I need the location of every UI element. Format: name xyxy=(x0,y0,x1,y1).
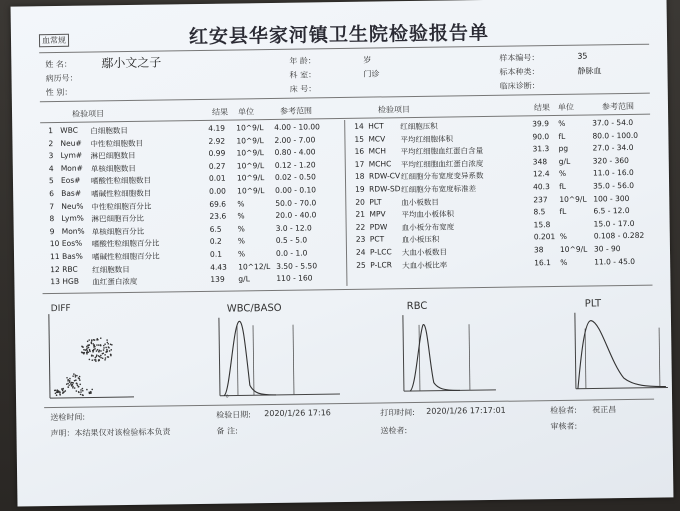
result-unit: % xyxy=(237,211,245,221)
scatter-dot xyxy=(96,350,98,352)
result-unit: fL xyxy=(559,207,567,217)
left-header-range: 参考范围 xyxy=(279,106,313,116)
result-range: 0.80 - 4.00 xyxy=(274,147,316,158)
result-result: 0.27 xyxy=(208,161,226,171)
scatter-dot xyxy=(97,349,99,351)
result-code: HCT xyxy=(368,121,384,131)
result-name: 中性粒细胞数目 xyxy=(90,138,144,149)
result-result: 0.201 xyxy=(533,232,556,242)
result-result: 4.19 xyxy=(208,123,226,133)
right-header-unit: 单位 xyxy=(557,102,575,112)
result-result: 31.3 xyxy=(532,144,550,154)
result-unit: % xyxy=(237,224,245,234)
scatter-dot xyxy=(86,346,88,348)
result-unit: % xyxy=(558,169,567,179)
scatter-dot xyxy=(80,389,82,391)
wbc-chart-label: WBC/BASO xyxy=(226,302,282,315)
result-result: 90.0 xyxy=(532,131,550,141)
result-no: 5 xyxy=(48,176,54,186)
result-result: 8.5 xyxy=(533,207,546,217)
scatter-dot xyxy=(79,379,81,381)
result-result: 69.6 xyxy=(209,199,227,209)
scatter-dot xyxy=(91,389,93,391)
result-result: 0.2 xyxy=(209,237,222,247)
result-name: 单核细胞百分比 xyxy=(91,226,145,237)
result-code: MPV xyxy=(369,209,386,219)
result-name: 白细胞数目 xyxy=(90,125,128,136)
result-unit: fL xyxy=(559,181,566,191)
right-header-item: 检验项目 xyxy=(377,105,411,115)
result-no: 20 xyxy=(355,197,365,207)
scatter-dot xyxy=(107,342,109,344)
result-name: 红细胞数目 xyxy=(92,264,130,275)
result-code: RBC xyxy=(62,264,78,274)
scatter-dot xyxy=(82,388,84,390)
test-date-label: 检验日期: xyxy=(216,410,252,420)
result-code: Mon% xyxy=(61,226,85,236)
result-result: 348 xyxy=(532,156,548,167)
result-result: 40.3 xyxy=(533,182,550,192)
result-range: 6.5 - 12.0 xyxy=(593,206,630,216)
result-range: 50.0 - 70.0 xyxy=(275,197,317,208)
result-range: 35.0 - 56.0 xyxy=(593,180,635,191)
result-no: 14 xyxy=(354,121,364,131)
report-type-badge: 血常规 xyxy=(39,34,69,47)
print-time-label: 打印时间: xyxy=(380,407,416,418)
result-unit: 10^9/L xyxy=(559,244,588,254)
result-no: 19 xyxy=(355,184,365,194)
result-range: 3.50 - 5.50 xyxy=(276,260,318,271)
scatter-dot xyxy=(79,383,81,385)
result-code: RDW-CV xyxy=(368,171,401,182)
result-unit: % xyxy=(558,118,566,128)
right-header-range: 参考范围 xyxy=(601,101,635,112)
result-range: 30 - 90 xyxy=(593,244,621,254)
result-no: 21 xyxy=(355,209,366,219)
dept-value: 门诊 xyxy=(363,69,380,79)
scatter-dot xyxy=(72,375,74,377)
result-no: 3 xyxy=(48,151,54,161)
result-unit: 10^9/L xyxy=(236,148,264,158)
sample-no-label: 样本编号： xyxy=(499,53,540,63)
result-name: 红细胞分布宽度标准差 xyxy=(401,184,477,195)
result-range: 0.0 - 1.0 xyxy=(275,248,308,258)
result-unit: % xyxy=(559,232,568,242)
scatter-dot xyxy=(86,389,88,391)
result-code: Eos# xyxy=(60,176,81,186)
result-no: 18 xyxy=(354,172,365,182)
result-name: 大血小板比率 xyxy=(402,260,448,270)
result-range: 320 - 360 xyxy=(592,155,629,166)
result-no: 16 xyxy=(354,146,365,157)
lab-report-paper xyxy=(11,0,674,507)
result-code: PLT xyxy=(369,197,382,207)
result-code: RDW-SD xyxy=(369,184,401,194)
result-no: 4 xyxy=(48,163,54,173)
result-code: Bas% xyxy=(61,251,83,261)
result-no: 13 xyxy=(50,277,60,287)
diagnosis-label: 临床诊断： xyxy=(499,81,540,91)
result-unit: 10^9/L xyxy=(236,123,264,133)
tester-label: 检验者: xyxy=(550,405,577,416)
scatter-dot xyxy=(110,349,112,351)
scatter-dot xyxy=(80,394,82,396)
result-unit: fL xyxy=(558,131,566,141)
scatter-dot xyxy=(56,394,58,396)
result-unit: % xyxy=(560,257,568,267)
result-result: 237 xyxy=(533,194,548,204)
scatter-dot xyxy=(87,341,89,343)
result-range: 0.00 - 0.10 xyxy=(275,185,317,195)
svg-text:0: 0 xyxy=(225,393,229,399)
age-label: 年 龄： xyxy=(289,56,316,66)
result-no: 9 xyxy=(49,226,55,236)
result-result: 38 xyxy=(533,245,544,255)
result-range: 80.0 - 100.0 xyxy=(592,130,639,141)
result-range: 37.0 - 54.0 xyxy=(592,117,634,128)
result-no: 22 xyxy=(355,222,366,232)
result-name: 嗜酸性粒细胞百分比 xyxy=(91,238,160,249)
tester-name: 祝正昌 xyxy=(592,405,617,415)
plt-chart-label: PLT xyxy=(584,298,602,310)
result-result: 39.9 xyxy=(532,119,549,129)
result-no: 6 xyxy=(49,189,54,199)
result-name: 大血小板数目 xyxy=(401,247,448,258)
result-no: 17 xyxy=(354,159,365,169)
scatter-dot xyxy=(100,337,102,339)
result-result: 0.01 xyxy=(208,174,226,184)
result-unit: 10^12/L xyxy=(238,261,271,272)
left-header-unit: 单位 xyxy=(237,107,255,117)
scatter-dot xyxy=(66,383,68,385)
scatter-dot xyxy=(95,360,97,362)
result-name: 血小板分布宽度 xyxy=(401,222,455,232)
left-header-result: 结果 xyxy=(211,107,229,117)
result-range: 3.0 - 12.0 xyxy=(275,223,312,233)
result-unit: 10^9/L xyxy=(237,186,265,196)
result-result: 6.5 xyxy=(209,224,222,234)
result-range: 100 - 300 xyxy=(593,193,630,204)
scatter-dot xyxy=(91,359,93,361)
result-code: WBC xyxy=(60,125,79,135)
result-name: 平均红细胞体积 xyxy=(400,134,453,144)
plt-histogram xyxy=(571,309,672,394)
scatter-dot xyxy=(74,387,76,389)
scatter-dot xyxy=(75,374,77,376)
result-no: 23 xyxy=(355,235,366,245)
scatter-dot xyxy=(76,390,78,392)
result-name: 单核细胞数目 xyxy=(90,163,136,174)
result-range: 4.00 - 10.00 xyxy=(274,122,320,132)
result-unit: g/L xyxy=(238,274,250,284)
scatter-dot xyxy=(100,357,102,359)
result-name: 淋巴细胞百分比 xyxy=(91,213,145,224)
scatter-dot xyxy=(55,393,57,395)
result-range: 0.02 - 0.50 xyxy=(274,172,316,183)
sample-type: 静脉血 xyxy=(577,66,602,76)
result-result: 15.8 xyxy=(533,219,551,230)
scatter-dot xyxy=(109,350,111,352)
result-code: Bas# xyxy=(61,188,82,198)
scatter-dot xyxy=(92,343,94,345)
scatter-dot xyxy=(100,350,102,352)
result-unit: pg xyxy=(558,144,569,154)
result-code: PDW xyxy=(369,222,388,232)
result-code: Lym# xyxy=(60,150,83,161)
scatter-dot xyxy=(100,355,102,357)
result-name: 平均红细胞血红蛋白含量 xyxy=(400,146,484,157)
scatter-dot xyxy=(80,391,82,393)
result-range: 110 - 160 xyxy=(276,273,313,284)
result-name: 血小板压积 xyxy=(401,235,440,245)
rbc-histogram xyxy=(399,312,500,397)
scatter-dot xyxy=(103,347,105,349)
result-range: 2.00 - 7.00 xyxy=(274,134,316,145)
send-time-label: 送检时间: xyxy=(50,412,86,423)
result-no: 11 xyxy=(49,251,60,262)
result-unit: g/L xyxy=(558,156,571,166)
result-no: 12 xyxy=(50,264,60,274)
result-code: P-LCC xyxy=(369,247,392,257)
result-no: 1 xyxy=(48,126,54,136)
scatter-dot xyxy=(72,387,74,389)
sex-label: 性 别： xyxy=(45,87,73,98)
record-label: 病历号： xyxy=(45,73,78,84)
result-code: Mon# xyxy=(60,163,83,173)
result-code: MCHC xyxy=(368,159,392,169)
result-unit: % xyxy=(237,198,245,209)
disclaimer: 声明：本结果仅对该检验标本负责 xyxy=(50,427,171,439)
result-unit: 10^9/L xyxy=(236,160,265,171)
result-range: 20.0 - 40.0 xyxy=(275,210,317,221)
result-result: 0.99 xyxy=(208,148,226,159)
result-code: Neu% xyxy=(61,201,84,211)
scatter-dot xyxy=(83,349,85,351)
result-code: Eos% xyxy=(61,239,83,249)
result-result: 2.92 xyxy=(208,136,226,146)
result-no: 2 xyxy=(48,138,54,148)
result-result: 12.4 xyxy=(532,169,550,179)
result-range: 11.0 - 45.0 xyxy=(594,256,636,267)
reviewer-label: 审核者: xyxy=(550,421,578,432)
right-header-result: 结果 xyxy=(533,103,551,113)
scatter-dot xyxy=(106,339,108,341)
scatter-dot xyxy=(103,349,105,351)
result-no: 15 xyxy=(354,134,365,144)
rbc-chart-label: RBC xyxy=(406,300,428,313)
result-name: 红细胞分布宽度变异系数 xyxy=(400,171,484,182)
result-name: 嗜碱性粒细胞百分比 xyxy=(91,251,160,262)
result-no: 25 xyxy=(356,260,366,270)
scatter-dot xyxy=(89,359,91,361)
patient-name: 鄢小文之子 xyxy=(101,55,162,71)
result-code: Lym% xyxy=(61,213,84,224)
result-unit: 10^9/L xyxy=(236,135,264,146)
result-no: 24 xyxy=(355,247,366,257)
result-name: 平均血小板体积 xyxy=(401,209,455,220)
dept-label: 科 室： xyxy=(289,70,317,80)
sender-label: 送检者: xyxy=(380,426,408,436)
sample-type-label: 标本种类： xyxy=(499,67,540,77)
test-date: 2020/1/26 17:16 xyxy=(264,408,331,419)
result-range: 0.108 - 0.282 xyxy=(593,231,645,241)
scatter-dot xyxy=(105,357,107,359)
scatter-dot xyxy=(79,376,81,378)
result-range: 0.5 - 5.0 xyxy=(275,235,308,246)
scatter-dot xyxy=(66,377,68,379)
diff-chart-label: DIFF xyxy=(50,303,71,315)
result-code: Neu# xyxy=(60,138,82,148)
scatter-dot xyxy=(73,373,75,375)
result-result: 4.43 xyxy=(210,262,227,272)
result-code: HGB xyxy=(62,276,80,287)
scatter-dot xyxy=(104,343,106,345)
result-result: 139 xyxy=(210,274,225,285)
result-name: 平均红细胞血红蛋白浓度 xyxy=(400,158,484,169)
scatter-dot xyxy=(98,344,100,346)
left-header-item: 检验项目 xyxy=(71,109,105,119)
result-range: 15.0 - 17.0 xyxy=(593,218,635,229)
result-range: 11.0 - 16.0 xyxy=(592,168,634,178)
result-result: 16.1 xyxy=(534,257,551,267)
note-label: 备 注: xyxy=(216,426,238,436)
scatter-dot xyxy=(88,339,90,341)
result-code: PCT xyxy=(369,234,385,245)
scatter-dot xyxy=(104,359,106,361)
scatter-dot xyxy=(107,343,109,345)
scatter-dot xyxy=(96,344,98,346)
scatter-dot xyxy=(69,381,71,383)
print-time: 2020/1/26 17:17:01 xyxy=(426,405,506,416)
sample-no: 35 xyxy=(577,51,588,61)
result-name: 中性粒细胞百分比 xyxy=(91,201,152,212)
result-code: P-LCR xyxy=(370,259,392,270)
result-range: 0.12 - 1.20 xyxy=(274,160,316,170)
scatter-dot xyxy=(68,384,70,386)
scatter-dot xyxy=(105,347,107,349)
result-name: 血红蛋白浓度 xyxy=(92,277,138,287)
result-unit: % xyxy=(237,249,246,259)
result-unit: % xyxy=(237,236,246,246)
result-result: 23.6 xyxy=(209,211,227,222)
result-unit: 10^9/L xyxy=(236,173,265,183)
scatter-dot xyxy=(67,383,69,385)
patient-info-bottom-rule xyxy=(40,93,650,103)
result-no: 10 xyxy=(49,239,60,249)
result-no: 7 xyxy=(49,201,55,211)
result-code: MCV xyxy=(368,133,386,144)
result-result: 0.1 xyxy=(209,249,223,259)
wbc-histogram xyxy=(215,314,344,400)
scatter-dot xyxy=(77,384,79,386)
result-name: 红细胞压积 xyxy=(400,121,438,132)
result-code: MCH xyxy=(368,146,387,156)
result-name: 淋巴细胞数目 xyxy=(90,151,136,161)
result-no: 8 xyxy=(49,214,55,224)
result-name: 嗜酸性粒细胞数目 xyxy=(90,176,152,186)
age-unit: 岁 xyxy=(363,55,372,65)
name-label: 姓 名： xyxy=(45,59,72,70)
scatter-dot xyxy=(82,390,84,392)
result-name: 血小板数目 xyxy=(401,197,439,207)
diff-scatter-plot xyxy=(45,311,136,402)
scatter-dot xyxy=(103,345,105,347)
result-unit: 10^9/L xyxy=(559,194,587,204)
report-title: 红安县华家河镇卫生院检验报告单 xyxy=(188,21,490,49)
scatter-dot xyxy=(69,378,71,380)
scatter-dot xyxy=(69,380,71,382)
result-name: 嗜碱性粒细胞数目 xyxy=(91,188,152,199)
scatter-dot xyxy=(76,375,78,377)
scatter-dot xyxy=(102,357,104,359)
bed-label: 床 号： xyxy=(289,84,317,94)
scatter-dot xyxy=(75,376,77,378)
result-range: 27.0 - 34.0 xyxy=(592,143,634,153)
scatter-dot xyxy=(104,354,106,356)
scatter-dot xyxy=(88,347,90,349)
result-result: 0.00 xyxy=(209,186,226,196)
